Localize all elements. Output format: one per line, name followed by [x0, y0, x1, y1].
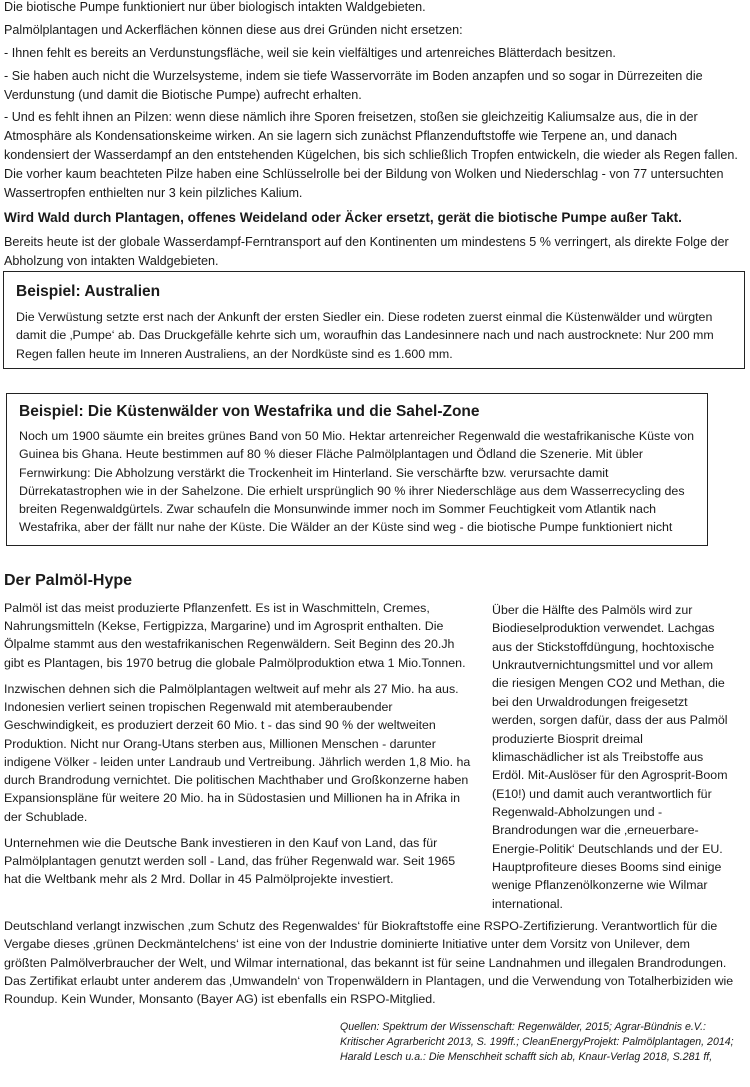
intro-paragraph-1: Die biotische Pumpe funktioniert nur über biologisch intakten Waldgebieten. — [4, 0, 426, 14]
intro-paragraph-2: Palmölplantagen und Ackerflächen können diese aus drei Gründen nicht ersetzen: — [4, 22, 463, 37]
example-box-australia-title: Beispiel: Australien — [16, 283, 161, 300]
intro-reason-2: - Sie haben auch nicht die Wurzelsysteme, indem sie tiefe Wasservorräte im Boden anzapfen und so sogar in Dürrezeiten die Verdunstung (und damit die Biotische Pumpe) aufrecht erhalten. — [4, 68, 703, 102]
intro-headline: Wird Wald durch Plantagen, offenes Weideland oder Äcker ersetzt, gerät die biotische Pumpe außer Takt. — [4, 209, 682, 225]
intro-reason-3: - Und es fehlt ihnen an Pilzen: wenn diese nämlich ihre Sporen freisetzen, stoßen sie gleichzeitig Kaliumsalze aus, die in der Atmosphäre als Kondensationskeime wirken. An sie lagern sich zunächst Pflanzenduftstoffe wie Terpene an, und danach kondensiert der Wasserdampf an den entstehenden Kügelchen, bis sich schließlich Tropfen entwickeln, die wieder als Regen fallen. Die vorher kaum beachteten Pilze haben eine Schlüsselrolle bei der Bildung von Wolken und Niederschlag - von 77 untersuchten Wassertropfen enthielten nur 3 kein pilzliches Kalium. — [4, 110, 738, 201]
example-box-australia — [3, 271, 745, 369]
example-box-australia-text: Die Verwüstung setzte erst nach der Ankunft der ersten Siedler ein. Diese rodeten zuerst einmal die Küstenwälder und würgten damit die ‚Pumpe‘ ab. Das Druckgefälle kehrte sich um, woraufhin das Landesinnere nach und nach austrocknete: Nur 200 mm Regen fallen heute im Inneren Australiens, an der Nordküste sind es 1.600 mm. — [16, 310, 714, 361]
palmoil-left-column — [4, 599, 474, 897]
example-box-westafrica-title: Beispiel: Die Küstenwälder von Westafrika und die Sahel-Zone — [19, 403, 480, 420]
palmoil-paragraph-3: Unternehmen wie die Deutsche Bank investieren in den Kauf von Land, das für Palmölplantagen genutzt werden soll - Land, das früher Regenwald war. Seit 1965 hat die Weltbank mehr als 2 Mrd. Dollar in 45 Palmölprojekte investiert. — [4, 835, 456, 887]
palmoil-rspo-paragraph: Deutschland verlangt inzwischen ‚zum Schutz des Regenwaldes‘ für Biokraftstoffe eine RSPO-Zertifizierung. Verantwortlich für die Vergabe dieses ‚grünen Deckmäntelchens‘ ist eine von der Industrie dominierte Initiative unter dem Vorsitz von Unilever, dem größten Palmölverbraucher der Welt, und Wilmar international, das bekannt ist für seine Landnahmen und illegalen Brandrodungen. Das Zertifikat erlaubt unter anderem das ‚Umwandeln‘ von Tropenwäldern in Plantagen, und die Verwendung von Totalherbiziden wie Roundup. Kein Wunder, Monsanto (Bayer AG) ist ebenfalls ein RSPO-Mitglied. — [4, 919, 734, 1007]
intro-section — [4, 0, 744, 275]
intro-paragraph-6: Bereits heute ist der globale Wasserdampf-Ferntransport auf den Kontinenten um mindestens 5 % verringert, als direkte Folge der Abholzung von intakten Waldgebieten. — [4, 235, 729, 269]
example-box-westafrica — [6, 393, 708, 546]
palmoil-rspo-section — [4, 917, 734, 1009]
palmoil-paragraph-1: Palmöl ist das meist produzierte Pflanzenfett. Es ist in Waschmitteln, Cremes, Nahrungsmitteln (Kekse, Fertigpizza, Margarine) und im Agrosprit enthalten. Die Ölpalme stammt aus den westafrikanischen Regenwäldern. Seit Beginn des 20.Jh gibt es Plantagen, bis 1970 betrug die globale Palmölproduktion etwa 1 Mio.Tonnen. — [4, 601, 466, 670]
palmoil-paragraph-2: Inzwischen dehnen sich die Palmölplantagen weltweit auf mehr als 27 Mio. ha aus. Indonesien verliert seinen tropischen Regenwald mit atemberaubender Geschwindigkeit, es produziert derzeit 60 Mio. t - das sind 90 % der weltweiten Produktion. Nicht nur Orang-Utans sterben aus, Millionen Menschen - darunter indigene Völker - leiden unter Landraub und Vertreibung. Jährlich werden 1,8 Mio. ha durch Brandrodung vernichtet. Die politischen Machthaber und Großkonzerne haben Expansionspläne für weitere 20 Mio. ha in Südostasien und Millionen ha in Afrika in der Schublade. — [4, 681, 471, 824]
section-heading-palmoil: Der Palmöl-Hype — [4, 572, 133, 589]
example-box-westafrica-text: Noch um 1900 säumte ein breites grünes Band von 50 Mio. Hektar artenreicher Regenwald die westafrikanische Küste von Guinea bis Ghana. Heute bestimmen auf 80 % dieser Fläche Palmölplantagen und Ödland die Szenerie. Mit übler Fernwirkung: Die Abholzung verstärkt die Trockenheit im Hinterland. Sie verschärfte bzw. verursachte damit Dürrekatastrophen wie in der Sahelzone. Die erhielt ursprünglich 90 % ihrer Niederschläge aus dem Wasserrecycling des breiten Regenwaldgürtels. Zwar schaufeln die Monsunwinde immer noch im Sommer Feuchtigkeit vom Atlantik nach Westafrika, aber der fällt nur nahe der Küste. Die Wälder an der Küste sind weg - die biotische Pumpe funktioniert nicht — [19, 429, 694, 535]
palmoil-right-column — [492, 601, 732, 913]
sources-footnote: Quellen: Spektrum der Wissenschaft: Regenwälder, 2015; Agrar-Bündnis e.V.: Kritischer Agrarbericht 2013, S. 199ff.; CleanEnergyProjekt: Palmölplantagen, 2014; Harald Lesch u.a.: Die Menschheit schafft sich ab, Knaur-Verlag 2018, S.281 ff, — [340, 1021, 734, 1063]
palmoil-biodiesel-paragraph: Über die Hälfte des Palmöls wird zur Biodieselproduktion verwendet. Lachgas aus der Stickstoffdüngung, hochtoxische Unkrautvernichtungsmittel und vor allem die riesigen Mengen CO2 und Methan, die bei den Urwaldrodungen freigesetzt werden, sorgen dafür, dass der aus Palmöl produzierte Biosprit dreimal klimaschädlicher ist als Treibstoffe aus Erdöl. Mit-Auslöser für den Agrosprit-Boom (E10!) und damit auch verantwortlich für Regenwald-Abholzungen und - Brandrodungen war die ‚erneuerbare-Energie-Politik‘ Deutschlands und der EU. Hauptprofiteure dieses Booms sind einige wenige Pflanzenölkonzerne wie Wilmar international. — [492, 603, 728, 911]
intro-reason-1: - Ihnen fehlt es bereits an Verdunstungsfläche, weil sie kein vielfältiges und artenreiches Blätterdach besitzen. — [4, 45, 616, 60]
